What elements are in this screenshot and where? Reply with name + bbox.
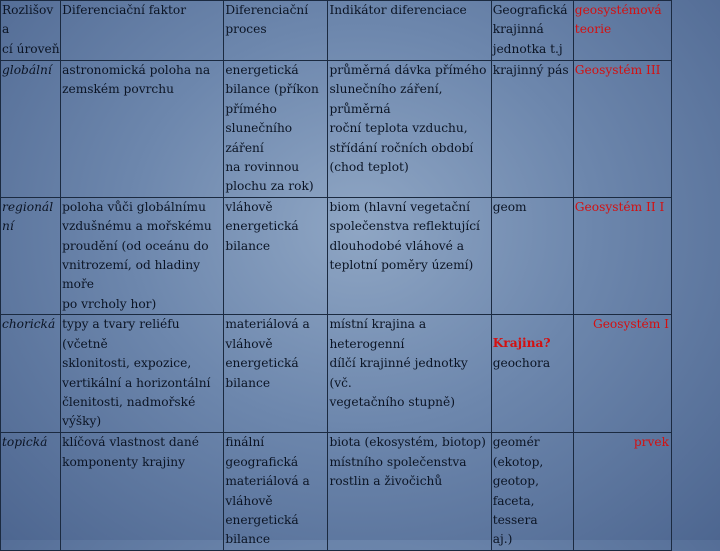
row-process: materiálová a vláhově energetická bilance (224, 315, 328, 433)
row-process: energetická bilance (příkon přímého slunečního záření na rovinnou plochu za rok) (224, 61, 328, 198)
header-indicator: Indikátor diferenciace (328, 1, 491, 61)
header-theory: geosystémová teorie (573, 1, 671, 61)
row-factor: poloha vůči globálnímu vzdušnému a mořskému proudění (od oceánu do vnitrozemí, od hladiny moře po vrcholy hor) (61, 197, 224, 314)
table-row (1, 433, 672, 551)
header-level: Rozlišova cí úroveň (1, 1, 61, 61)
table-row (1, 197, 672, 314)
row-unit: geomér (ekotop, geotop, faceta, tessera aj.) (491, 433, 573, 551)
row-factor: typy a tvary reliéfu (včetně sklonitosti, expozice, vertikální a horizontální členitosti, nadmořské výšky) (61, 315, 224, 433)
row-theory: prvek (573, 433, 671, 551)
row-unit: krajinný pás (491, 61, 573, 198)
row-process: vláhově energetická bilance (224, 197, 328, 314)
row-theory: Geosystém III (573, 61, 671, 198)
row-level: regionální (1, 197, 61, 314)
table-row (1, 315, 672, 433)
table-row (1, 61, 672, 198)
row-process: finální geografická materiálová a vláhově energetická bilance (224, 433, 328, 551)
unit-question: Krajina? (492, 336, 551, 351)
row-unit: Krajina? geochora (491, 315, 573, 433)
row-theory: Geosystém I (573, 315, 671, 433)
row-level: chorická (1, 315, 61, 433)
header-row (1, 1, 672, 61)
row-indicator: biota (ekosystém, biotop) místního společenstva rostlin a živočichů (328, 433, 491, 551)
row-indicator: průměrná dávka přímého slunečního záření, průměrná roční teplota vzduchu, střídání ročních období (chod teplot) (328, 61, 491, 198)
row-indicator: místní krajina a heterogenní dílčí krajinné jednotky (vč. vegetačního stupně) (328, 315, 491, 433)
header-process: Diferenciační proces (224, 1, 328, 61)
row-level: globální (1, 61, 61, 198)
row-level: topická (1, 433, 61, 551)
row-factor: astronomická poloha na zemském povrchu (61, 61, 224, 198)
row-factor: klíčová vlastnost dané komponenty krajiny (61, 433, 224, 551)
row-indicator: biom (hlavní vegetační společenstva reflektující dlouhodobé vláhové a teplotní poměry území) (328, 197, 491, 314)
header-unit: Geografická krajinná jednotka t.j (491, 1, 573, 61)
header-factor: Diferenciační faktor (61, 1, 224, 61)
row-theory: Geosystém II I (573, 197, 671, 314)
row-unit: geom (491, 197, 573, 314)
